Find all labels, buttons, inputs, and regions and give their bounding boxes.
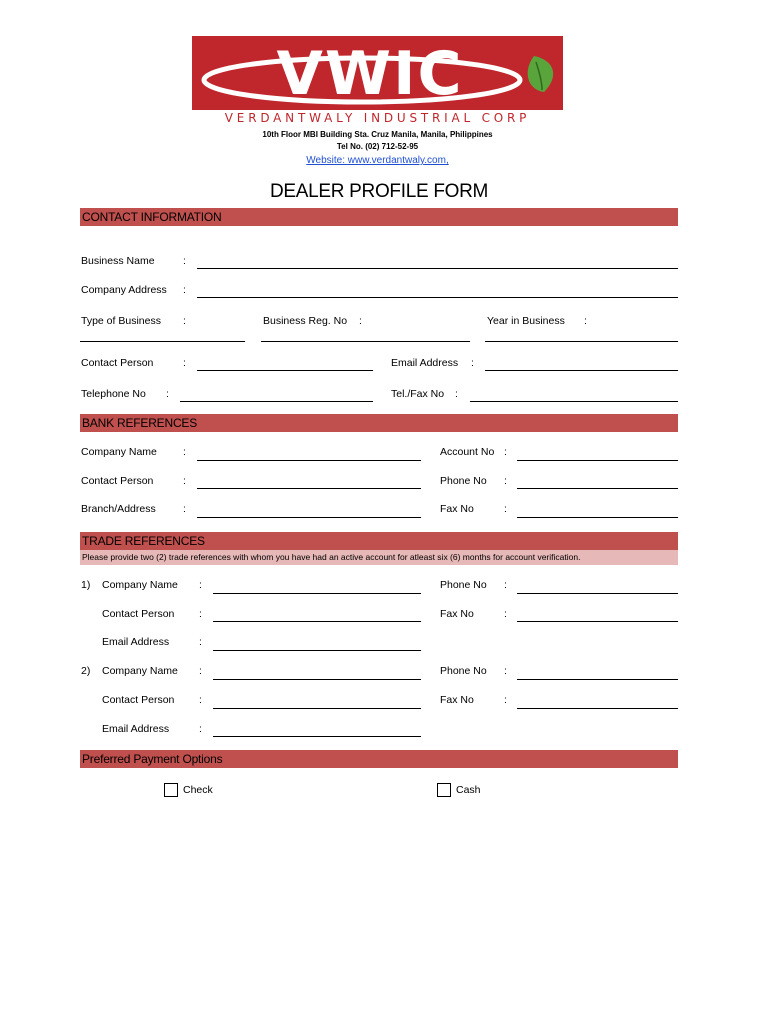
colon: :	[455, 388, 458, 400]
trade-ref1-fax-no-label: Fax No	[440, 608, 474, 620]
colon: :	[199, 636, 202, 648]
trade-references-note: Please provide two (2) trade references with whom you have had an active account for atleast six (6) months for account verification.	[80, 550, 678, 565]
logo-graphic	[192, 36, 563, 110]
business-name-field[interactable]	[197, 268, 678, 269]
bank-phone-no-label: Phone No	[440, 475, 487, 487]
company-logo	[192, 36, 563, 110]
trade-ref1-email-address-field[interactable]	[213, 650, 421, 651]
logo-text: VWIC	[276, 39, 464, 109]
bank-contact-person-label: Contact Person	[81, 475, 154, 487]
type-of-business-label: Type of Business	[81, 315, 161, 327]
trade-ref1-contact-person-field[interactable]	[213, 621, 421, 622]
colon: :	[183, 284, 186, 296]
bank-phone-no-field[interactable]	[517, 488, 678, 489]
trade-ref1-email-address-label: Email Address	[102, 636, 170, 648]
trade-ref2-company-name-label: Company Name	[102, 665, 178, 677]
trade-ref2-phone-no-field[interactable]	[517, 679, 678, 680]
colon: :	[199, 723, 202, 735]
trade-ref2-email-address-field[interactable]	[213, 736, 421, 737]
trade-ref1-company-name-label: Company Name	[102, 579, 178, 591]
colon: :	[471, 357, 474, 369]
colon: :	[166, 388, 169, 400]
colon: :	[199, 694, 202, 706]
colon: :	[584, 315, 587, 327]
colon: :	[199, 608, 202, 620]
colon: :	[504, 475, 507, 487]
colon: :	[199, 579, 202, 591]
colon: :	[183, 503, 186, 515]
colon: :	[359, 315, 362, 327]
section-header-bank: BANK REFERENCES	[80, 414, 678, 432]
colon: :	[504, 608, 507, 620]
company-address-label: Company Address	[81, 284, 167, 296]
email-address-label: Email Address	[391, 357, 459, 369]
colon: :	[199, 665, 202, 677]
trade-ref2-fax-no-field[interactable]	[517, 708, 678, 709]
check-payment-label: Check	[183, 784, 213, 796]
trade-ref2-fax-no-label: Fax No	[440, 694, 474, 706]
business-name-label: Business Name	[81, 255, 155, 267]
email-address-field[interactable]	[485, 370, 678, 371]
year-in-business-field[interactable]	[485, 341, 678, 342]
colon: :	[504, 579, 507, 591]
business-reg-no-label: Business Reg. No	[263, 315, 348, 327]
contact-person-label: Contact Person	[81, 357, 154, 369]
trade-ref2-company-name-field[interactable]	[213, 679, 421, 680]
bank-contact-person-field[interactable]	[197, 488, 421, 489]
trade-ref2-phone-no-label: Phone No	[440, 665, 487, 677]
trade-ref1-fax-no-field[interactable]	[517, 621, 678, 622]
colon: :	[183, 357, 186, 369]
bank-company-name-field[interactable]	[197, 460, 421, 461]
type-of-business-field[interactable]	[80, 341, 245, 342]
colon: :	[504, 503, 507, 515]
company-address: 10th Floor MBI Building Sta. Cruz Manila, Manila, Philippines	[262, 130, 493, 139]
cash-payment-checkbox[interactable]	[437, 783, 451, 797]
section-header-contact: CONTACT INFORMATION	[80, 208, 678, 226]
colon: :	[504, 694, 507, 706]
year-in-business-label: Year in Business	[487, 315, 565, 327]
leaf-icon	[528, 56, 553, 92]
business-reg-no-field[interactable]	[261, 341, 470, 342]
website-link[interactable]: Website: www.verdantwaly.com,	[306, 155, 449, 166]
telephone-no-label: Telephone No	[81, 388, 146, 400]
trade-ref2-contact-person-label: Contact Person	[102, 694, 175, 706]
company-address-field[interactable]	[197, 297, 678, 298]
company-name: VERDANTWALY INDUSTRIAL CORP	[224, 111, 531, 125]
trade-ref2-contact-person-field[interactable]	[213, 708, 421, 709]
trade-ref1-phone-no-label: Phone No	[440, 579, 487, 591]
bank-account-no-field[interactable]	[517, 460, 678, 461]
trade-ref-number: 1)	[81, 579, 91, 591]
trade-ref1-phone-no-field[interactable]	[517, 593, 678, 594]
trade-ref1-contact-person-label: Contact Person	[102, 608, 175, 620]
tel-fax-no-label: Tel./Fax No	[391, 388, 445, 400]
bank-branch-address-label: Branch/Address	[81, 503, 156, 515]
colon: :	[183, 446, 186, 458]
cash-payment-label: Cash	[456, 784, 481, 796]
telephone-no-field[interactable]	[180, 401, 373, 402]
section-header-payment: Preferred Payment Options	[80, 750, 678, 768]
colon: :	[183, 475, 186, 487]
check-payment-checkbox[interactable]	[164, 783, 178, 797]
bank-company-name-label: Company Name	[81, 446, 157, 458]
colon: :	[504, 665, 507, 677]
section-header-trade: TRADE REFERENCES	[80, 532, 678, 550]
page-title: DEALER PROFILE FORM	[269, 181, 489, 202]
bank-fax-no-field[interactable]	[517, 517, 678, 518]
tel-fax-no-field[interactable]	[470, 401, 678, 402]
colon: :	[183, 315, 186, 327]
colon: :	[504, 446, 507, 458]
bank-fax-no-label: Fax No	[440, 503, 474, 515]
colon: :	[183, 255, 186, 267]
bank-branch-address-field[interactable]	[197, 517, 421, 518]
trade-ref-number: 2)	[81, 665, 91, 677]
bank-account-no-label: Account No	[440, 446, 495, 458]
trade-ref2-email-address-label: Email Address	[102, 723, 170, 735]
contact-person-field[interactable]	[197, 370, 373, 371]
trade-ref1-company-name-field[interactable]	[213, 593, 421, 594]
company-tel: Tel No. (02) 712-52-95	[336, 142, 419, 151]
